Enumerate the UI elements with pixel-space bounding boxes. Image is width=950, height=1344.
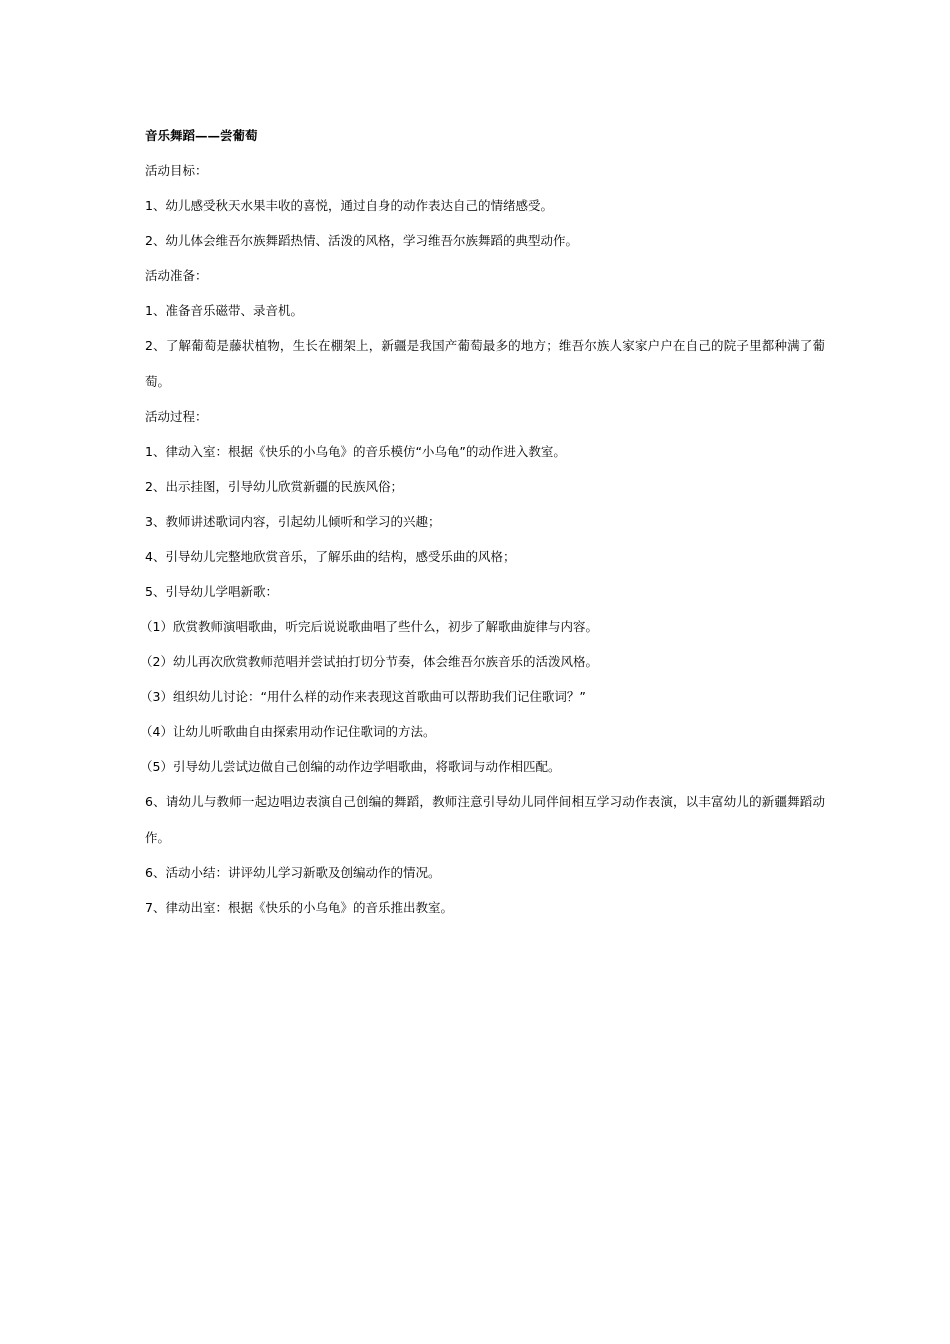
preparation-item-2: 2、了解葡萄是藤状植物，生长在棚架上，新疆是我国产葡萄最多的地方；维吾尔族人家家户户在自己的院子里都种满了葡萄。 <box>145 338 825 389</box>
section-heading-process: 活动过程： <box>145 409 208 424</box>
process-substep-2: （2）幼儿再次欣赏教师范唱并尝试拍打切分节奏，体会维吾尔族音乐的活泼风格。 <box>140 654 598 669</box>
process-step-2: 2、出示挂图，引导幼儿欣赏新疆的民族风俗； <box>145 479 403 494</box>
goal-item-2: 2、幼儿体会维吾尔族舞蹈热情、活泼的风格，学习维吾尔族舞蹈的典型动作。 <box>145 233 578 248</box>
preparation-item-1: 1、准备音乐磁带、录音机。 <box>145 303 303 318</box>
process-step-7: 7、律动出室：根据《快乐的小乌龟》的音乐推出教室。 <box>145 900 453 915</box>
process-step-1: 1、律动入室：根据《快乐的小乌龟》的音乐模仿“小乌龟”的动作进入教室。 <box>145 444 566 459</box>
section-heading-goals: 活动目标： <box>145 163 208 178</box>
process-step-5: 5、引导幼儿学唱新歌： <box>145 584 278 599</box>
document-body <box>140 126 825 933</box>
process-step-6: 6、请幼儿与教师一起边唱边表演自己创编的舞蹈，教师注意引导幼儿同伴间相互学习动作表演，以丰富幼儿的新疆舞蹈动作。 <box>145 794 825 845</box>
process-step-4: 4、引导幼儿完整地欣赏音乐，了解乐曲的结构，感受乐曲的风格； <box>145 549 516 564</box>
document-title: 音乐舞蹈——尝葡萄 <box>145 128 258 143</box>
goal-item-1: 1、幼儿感受秋天水果丰收的喜悦，通过自身的动作表达自己的情绪感受。 <box>145 198 553 213</box>
activity-summary: 6、活动小结：讲评幼儿学习新歌及创编动作的情况。 <box>145 865 441 880</box>
process-substep-4: （4）让幼儿听歌曲自由探索用动作记住歌词的方法。 <box>140 724 436 739</box>
process-step-3: 3、教师讲述歌词内容，引起幼儿倾听和学习的兴趣； <box>145 514 441 529</box>
section-heading-preparation: 活动准备： <box>145 268 208 283</box>
process-substep-3: （3）组织幼儿讨论：“用什么样的动作来表现这首歌曲可以帮助我们记住歌词？” <box>140 689 586 704</box>
process-substep-1: （1）欣赏教师演唱歌曲，听完后说说歌曲唱了些什么，初步了解歌曲旋律与内容。 <box>140 619 598 634</box>
process-substep-5: （5）引导幼儿尝试边做自己创编的动作边学唱歌曲，将歌词与动作相匹配。 <box>140 759 561 774</box>
